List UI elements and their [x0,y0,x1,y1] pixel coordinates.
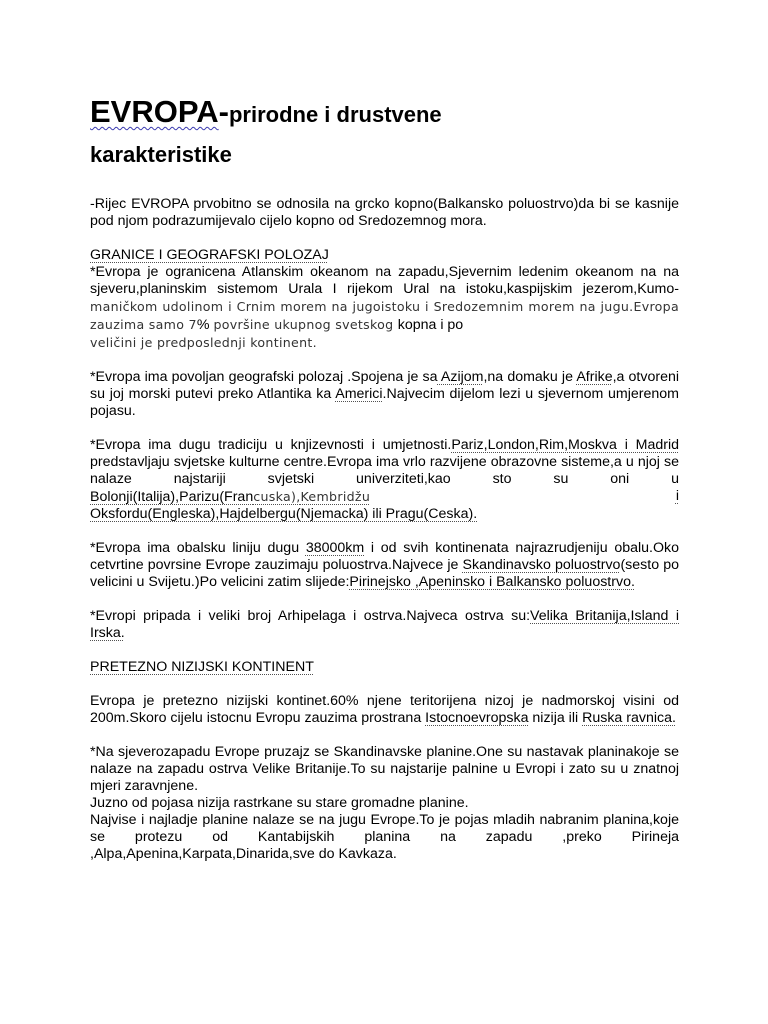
s1p2-text-g: .Najvecim dijelom lezi u sjevernom umjerenom pojasu. [90,386,679,419]
document-title [90,90,679,137]
link-azijom: Azijom [437,369,484,385]
s1p2-text-c: ,na domaku je [483,369,577,385]
s1p4-text-c: i od svih kontinenata najrazrudjeniju obalu.Oko cetvrtine povrsine Evrope zauzimaju poluostrva.Najvece je [90,540,679,573]
section2-paragraph-2: *Na sjeverozapadu Evrope pruzajz se Skandinavske planine.One su nastavak planinakoje se nalaze na zapadu ostrva Velike Britanije.To su najstarije palnine u Evropi i zato su u znatnoj mjeri zaravnjene. [90,744,679,794]
s1p4-text-a: *Evropa ima obalsku liniju dugu [90,540,306,556]
s1p2-text-e: ,a otvoreni su joj morski putevi preko Atlantika ka [90,369,680,402]
link-afrike: Afrike [576,369,613,385]
s1p1-text-c: % [196,317,214,333]
section1-paragraph-3 [90,437,679,523]
section1-paragraph-2 [90,369,679,420]
s1p2-text-a: *Evropa ima povoljan geografski polozaj .Spojena je sa [90,369,438,385]
s1p4-coastline: 38000km [305,540,365,556]
section2-paragraph-3: Juzno od pojasa nizija rastrkane su stare gromadne planine. [90,795,469,811]
s1p3-text-e: cuska), [253,489,301,504]
s1p1-text-a: *Evropa je ogranicena Atlanskim okeanom na zapadu,Sjevernim ledenim okeanom na na sjeveru,planinskim sistemom Urala I rijekom Ural na istoku,kaspijskim jezerom,Kumo- [90,264,679,297]
s2p1-text-a: Evropa je pretezno nizijski kontinet.60% njene teritorijena nizoj je nadmorskoj visini od 200m.Skoro cijelu istocnu Evropu zauzima prostrana [90,693,679,726]
s1p1-text-b: maničkom udolinom i Crnim morem na jugoistoku i Sredozemnim morem na jugu.Evropa zauzima samo 7 [90,299,679,332]
title-dash: - [218,94,229,129]
link-americi: Americi [335,386,383,402]
document-page [90,90,679,863]
s1p5-text-a: *Evropi pripada i veliki broj Arhipelaga i ostrva.Najveca ostrva su: [90,608,531,624]
s1p3-text-a: *Evropa ima dugu tradiciju u knjizevnosti i umjetnosti. [90,437,452,453]
section2-paragraph-1 [90,693,679,727]
s1p5-islands: Velika Britanija,Island i Irska. [90,608,679,641]
s1p3-text-f: Kembridžu [300,489,371,504]
title-rest: prirodne i drustvene [228,102,442,127]
title-line-2: karakteristike [90,142,232,167]
s1p3-text-g: i [675,488,679,504]
s1p1-text-e: kopna i po [397,317,464,333]
title-main: EVROPA [90,94,219,129]
s1p3-cities: Pariz,London,Rim,Moskva i Madrid [451,437,679,453]
s1p4-text-e: (sesto po velicini u Svijetu.)Po velicini zatim slijede: [90,557,679,590]
s1p3-text-d: Bolonji(Italija),Parizu(Fran [90,489,254,505]
s1p3-text-h: Oksfordu(Engleska),Hajdelbergu(Njemacka) ili Pragu(Ceska). [90,506,478,522]
section1-paragraph-4 [90,540,679,591]
s1p3-universities [90,489,370,505]
s1p1-text-d: površine ukupnog svetskog [213,317,398,332]
s1p1-text-f: veličini je predposlednji kontinent. [90,335,317,350]
s2p1-text-c: nizija ili [528,710,583,726]
section1-paragraph-1 [90,264,679,352]
s2p1-russian: Ruska ravnica. [582,710,676,726]
s1p4-peninsulas: Pirinejsko ,Apeninsko i Balkansko poluostrvo. [349,574,635,590]
section2-paragraph-4: Najvise i najladje planine nalaze se na jugu Evrope.To je pojas mladih nabranim planina,koje se protezu od Kantabijskih planina na zapadu ,preko Pirineja ,Alpa,Apenina,Karpata,Dinarida,sve do Kavkaza. [90,812,679,862]
section1-paragraph-5 [90,608,679,642]
intro-paragraph: -Rijec EVROPA prvobitno se odnosila na grcko kopno(Balkansko poluostrvo)da bi se kasnije pod njom podrazumijevalo cijelo kopno od Sredozemnog mora. [90,196,679,229]
s1p4-scandinavian: Skandinavsko poluostrvo [462,557,621,573]
s2p1-plain: Istocnoevropska [425,710,529,726]
s1p3-text-c: predstavljaju svjetske kulturne centre.Evropa ima vrlo razvijene obrazovne sisteme,a u njoj se nalaze najstariji svjetski univerziteti,kao sto su oni u [90,454,679,487]
section2-heading: PRETEZNO NIZIJSKI KONTINENT [90,659,314,675]
section1-heading: GRANICE I GEOGRAFSKI POLOZAJ [90,247,329,263]
